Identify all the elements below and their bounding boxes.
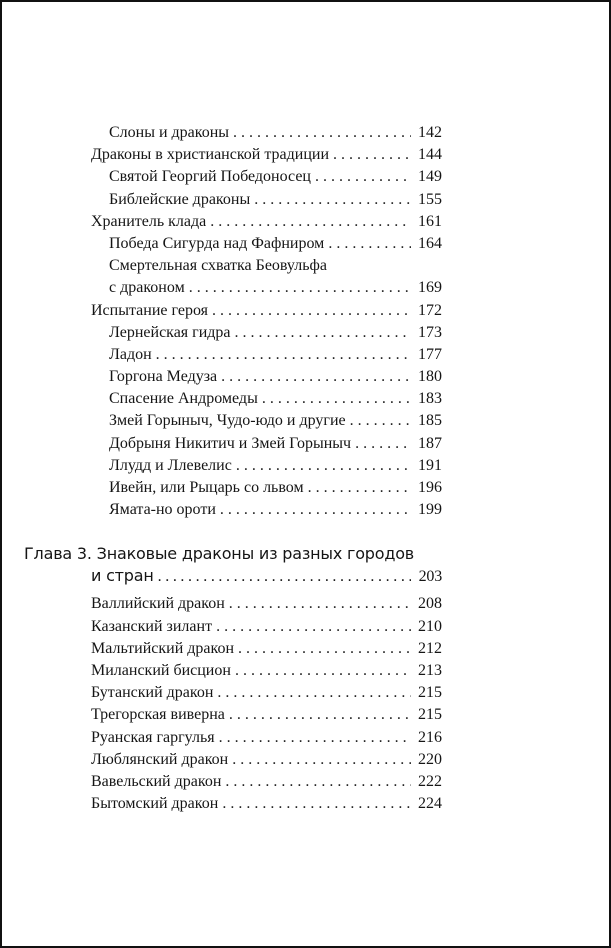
- toc-entry-title: Ладон: [109, 345, 152, 363]
- toc-entry-title: Казанский зилант: [91, 617, 213, 635]
- toc-entry-page: 199: [418, 501, 442, 519]
- toc-entry-page: 183: [418, 390, 442, 408]
- dot-leader: [210, 211, 411, 233]
- toc-entry[interactable]: [109, 233, 442, 255]
- dot-leader: [262, 388, 411, 410]
- toc-entry-title: Слоны и драконы: [109, 124, 230, 141]
- toc-entry-title: Вавельский дракон: [91, 772, 222, 790]
- toc-entry-title: Бутанский дракон: [91, 684, 214, 702]
- toc-entry-page: 172: [418, 301, 442, 319]
- toc-entry-title: Миланский бисцион: [91, 661, 231, 679]
- toc-entry-title: Библейские драконы: [109, 190, 251, 208]
- toc-entry-title: Испытание героя: [91, 301, 208, 319]
- toc-entry[interactable]: [109, 477, 442, 499]
- dot-leader: [222, 793, 411, 815]
- toc-entry-page: 177: [418, 345, 442, 363]
- toc-entry[interactable]: [91, 749, 442, 771]
- dot-leader: [158, 566, 411, 588]
- toc-entry-page: 161: [418, 212, 442, 230]
- toc-entry-page: 173: [418, 323, 442, 341]
- toc-entry-title: Руанская гаргулья: [91, 728, 215, 746]
- toc-entry-title: Люблянский дракон: [91, 750, 229, 768]
- toc-entry[interactable]: [109, 322, 442, 344]
- dot-leader: [238, 638, 411, 660]
- toc-entry[interactable]: [91, 682, 442, 704]
- dot-leader: [308, 477, 411, 499]
- dot-leader: [219, 727, 411, 749]
- dot-leader: [225, 771, 411, 793]
- dot-leader: [233, 122, 411, 144]
- chapter-title-line1[interactable]: Глава 3. Знаковые драконы из разных городов: [24, 544, 415, 564]
- toc-entry-title: Добрыня Никитич и Змей Горыныч: [109, 434, 352, 452]
- toc-entry-page: 208: [418, 595, 442, 613]
- toc-entry-title: Бытомский дракон: [91, 795, 219, 813]
- toc-entry-page: 142: [418, 124, 442, 141]
- toc-entry[interactable]: [109, 277, 442, 299]
- toc-entry[interactable]: [91, 638, 442, 660]
- dot-leader: [212, 300, 411, 322]
- dot-leader: [221, 366, 411, 388]
- toc-entry-page: 212: [418, 639, 442, 657]
- toc-entry[interactable]: [91, 793, 442, 815]
- toc-entry[interactable]: [109, 344, 442, 366]
- toc-entry[interactable]: [91, 144, 442, 166]
- toc-entry[interactable]: [109, 455, 442, 477]
- toc-entry-page: 164: [418, 234, 442, 252]
- toc-entry-page: 144: [418, 146, 442, 164]
- toc-entry-title: Ллудд и Ллевелис: [109, 456, 232, 474]
- toc-entry[interactable]: [109, 189, 442, 211]
- dot-leader: [333, 144, 411, 166]
- toc-entry-title: Валлийский дракон: [91, 595, 225, 613]
- dot-leader: [216, 616, 411, 638]
- toc-entry-page: 191: [418, 456, 442, 474]
- dot-leader: [217, 682, 411, 704]
- toc-entry-page: 220: [418, 750, 442, 768]
- toc-entry-page: 215: [418, 706, 442, 724]
- toc-entry[interactable]: [91, 771, 442, 793]
- dot-leader: [232, 749, 411, 771]
- toc-entry-page: 224: [418, 795, 442, 813]
- chapter-3-block: [2, 543, 611, 815]
- toc-entry-title: Победа Сигурда над Фафниром: [109, 234, 325, 252]
- chapter-entries: [2, 593, 611, 815]
- toc-entry[interactable]: [91, 211, 442, 233]
- toc-entry[interactable]: [109, 499, 442, 521]
- dot-leader: [328, 233, 411, 255]
- toc-entry[interactable]: [109, 433, 442, 455]
- toc-entry[interactable]: [109, 410, 442, 432]
- toc-entry-title: Ивейн, или Рыцарь со львом: [109, 479, 304, 496]
- toc-entry-title: Лернейская гидра: [109, 323, 231, 341]
- toc-entry-page: 216: [418, 728, 442, 746]
- dot-leader: [235, 660, 411, 682]
- section-entries: [2, 122, 611, 521]
- toc-entry[interactable]: [91, 660, 442, 682]
- dot-leader: [355, 433, 411, 455]
- toc-entry-title: Горгона Медуза: [109, 368, 218, 386]
- dot-leader: [229, 593, 411, 615]
- toc-entry-title: Ямата-но ороти: [109, 501, 216, 519]
- dot-leader: [236, 455, 411, 477]
- dot-leader: [254, 189, 411, 211]
- toc-entry-title-line1: Смертельная схватка Беовульфа: [109, 257, 327, 275]
- chapter-title-line2: и стран: [91, 566, 154, 586]
- toc-entry-title: Святой Георгий Победоносец: [109, 168, 311, 186]
- toc-entry-page: 222: [418, 772, 442, 790]
- dot-leader: [229, 704, 411, 726]
- toc-entry-page: 180: [418, 368, 442, 386]
- toc-entry[interactable]: [109, 166, 442, 188]
- toc-entry-title: Змей Горыныч, Чудо-юдо и другие: [109, 412, 346, 430]
- toc-entry[interactable]: [91, 593, 442, 615]
- dot-leader: [315, 166, 411, 188]
- toc-entry-page: 210: [418, 617, 442, 635]
- dot-leader: [156, 344, 411, 366]
- dot-leader: [220, 499, 411, 521]
- dot-leader: [189, 277, 411, 299]
- toc-entry-page: 149: [418, 168, 442, 186]
- toc-entry-title: Спасение Андромеды: [109, 390, 258, 408]
- toc-entry[interactable]: [91, 300, 442, 322]
- toc-entry-title: Мальтийский дракон: [91, 639, 235, 657]
- toc-entry-page: 187: [418, 434, 442, 452]
- toc-entry-title: Хранитель клада: [91, 212, 207, 230]
- table-of-contents: [2, 122, 611, 815]
- toc-entry-title: Трегорская виверна: [91, 706, 225, 724]
- chapter-title-line2-row[interactable]: [91, 565, 442, 587]
- toc-entry[interactable]: [91, 616, 442, 638]
- dot-leader: [350, 410, 411, 432]
- toc-entry[interactable]: [91, 727, 442, 749]
- toc-entry-page: 196: [418, 479, 442, 496]
- toc-entry-page: 155: [418, 190, 442, 208]
- toc-entry[interactable]: [109, 388, 442, 410]
- toc-entry-page: 169: [418, 279, 442, 297]
- toc-entry-title: Драконы в христианской традиции: [91, 146, 330, 164]
- toc-entry-wrap-line[interactable]: [109, 255, 442, 277]
- toc-entry[interactable]: [91, 704, 442, 726]
- chapter-page: 203: [418, 568, 442, 586]
- toc-entry-page: 185: [418, 412, 442, 430]
- dot-leader: [235, 322, 411, 344]
- toc-entry-page: 215: [418, 684, 442, 702]
- toc-entry[interactable]: [109, 122, 442, 144]
- toc-entry-title: с драконом: [109, 279, 185, 297]
- toc-entry[interactable]: [109, 366, 442, 388]
- toc-entry-page: 213: [418, 661, 442, 679]
